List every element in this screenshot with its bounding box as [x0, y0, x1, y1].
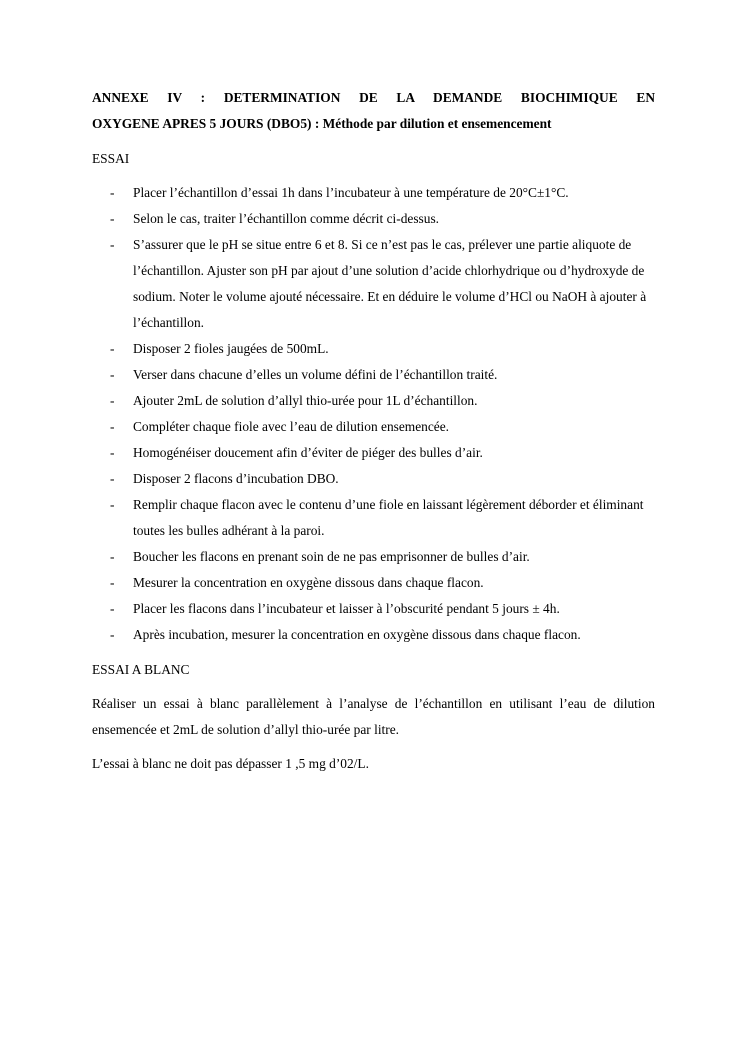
list-item	[92, 440, 655, 466]
bullet-dash: -	[110, 471, 115, 486]
list-item	[92, 596, 655, 622]
step-text: Mesurer la concentration en oxygène dissous dans chaque flacon.	[133, 575, 484, 590]
blank-heading: ESSAI A BLANC	[92, 662, 190, 677]
annex-title-line-1: ANNEXE IV : DETERMINATION DE LA DEMANDE BIOCHIMIQUE EN	[92, 90, 655, 105]
blank-limit: L’essai à blanc ne doit pas dépasser 1 ,5 mg d’02/L.	[92, 756, 369, 771]
bullet-dash: -	[110, 341, 115, 356]
list-item	[92, 180, 655, 206]
step-text: S’assurer que le pH se situe entre 6 et 8. Si ce n’est pas le cas, prélever une partie aliquote de l’échantillon. Ajuster son pH par ajout d’une solution d’acide chlorhydrique ou d’hydroxyde de sodium. Noter le volume ajouté nécessaire. Et en déduire le volume d’HCl ou NaOH à ajouter à l’échantillon.	[133, 237, 647, 330]
bullet-dash: -	[110, 445, 115, 460]
list-item	[92, 388, 655, 414]
essai-heading: ESSAI	[92, 151, 130, 166]
step-text: Boucher les flacons en prenant soin de ne pas emprisonner de bulles d’air.	[133, 549, 530, 564]
step-text: Ajouter 2mL de solution d’allyl thio-urée pour 1L d’échantillon.	[133, 393, 478, 408]
list-item	[92, 206, 655, 232]
step-text: Compléter chaque fiole avec l’eau de dilution ensemencée.	[133, 419, 450, 434]
list-item	[92, 544, 655, 570]
annex-title	[92, 85, 655, 137]
list-item	[92, 570, 655, 596]
step-text: Homogénéiser doucement afin d’éviter de piéger des bulles d’air.	[133, 445, 483, 460]
bullet-dash: -	[110, 419, 115, 434]
document-body	[92, 85, 655, 777]
step-text: Selon le cas, traiter l’échantillon comme décrit ci-dessus.	[133, 211, 440, 226]
blank-paragraph: Réaliser un essai à blanc parallèlement à l’analyse de l’échantillon en utilisant l’eau de dilution ensemencée et 2mL de solution d’allyl thio-urée par litre.	[92, 696, 655, 737]
step-text: Placer l’échantillon d’essai 1h dans l’incubateur à une température de 20°C±1°C.	[133, 185, 569, 200]
bullet-dash: -	[110, 211, 115, 226]
list-item	[92, 466, 655, 492]
step-text: Disposer 2 fioles jaugées de 500mL.	[133, 341, 329, 356]
list-item	[92, 414, 655, 440]
step-text: Placer les flacons dans l’incubateur et laisser à l’obscurité pendant 5 jours ± 4h.	[133, 601, 560, 616]
bullet-dash: -	[110, 393, 115, 408]
bullet-dash: -	[110, 237, 115, 252]
bullet-dash: -	[110, 497, 115, 512]
list-item	[92, 362, 655, 388]
list-item	[92, 622, 655, 648]
annex-title-line-2: OXYGENE APRES 5 JOURS (DBO5) : Méthode par dilution et ensemencement	[92, 116, 552, 131]
list-item	[92, 336, 655, 362]
step-text: Remplir chaque flacon avec le contenu d’une fiole en laissant légèrement déborder et éliminant toutes les bulles adhérant à la paroi.	[133, 497, 644, 538]
list-item	[92, 492, 655, 544]
bullet-dash: -	[110, 575, 115, 590]
essai-steps-list	[92, 180, 655, 648]
bullet-dash: -	[110, 185, 115, 200]
step-text: Verser dans chacune d’elles un volume défini de l’échantillon traité.	[133, 367, 498, 382]
bullet-dash: -	[110, 601, 115, 616]
step-text: Disposer 2 flacons d’incubation DBO.	[133, 471, 339, 486]
bullet-dash: -	[110, 627, 115, 642]
list-item	[92, 232, 655, 336]
bullet-dash: -	[110, 549, 115, 564]
bullet-dash: -	[110, 367, 115, 382]
step-text: Après incubation, mesurer la concentration en oxygène dissous dans chaque flacon.	[133, 627, 581, 642]
